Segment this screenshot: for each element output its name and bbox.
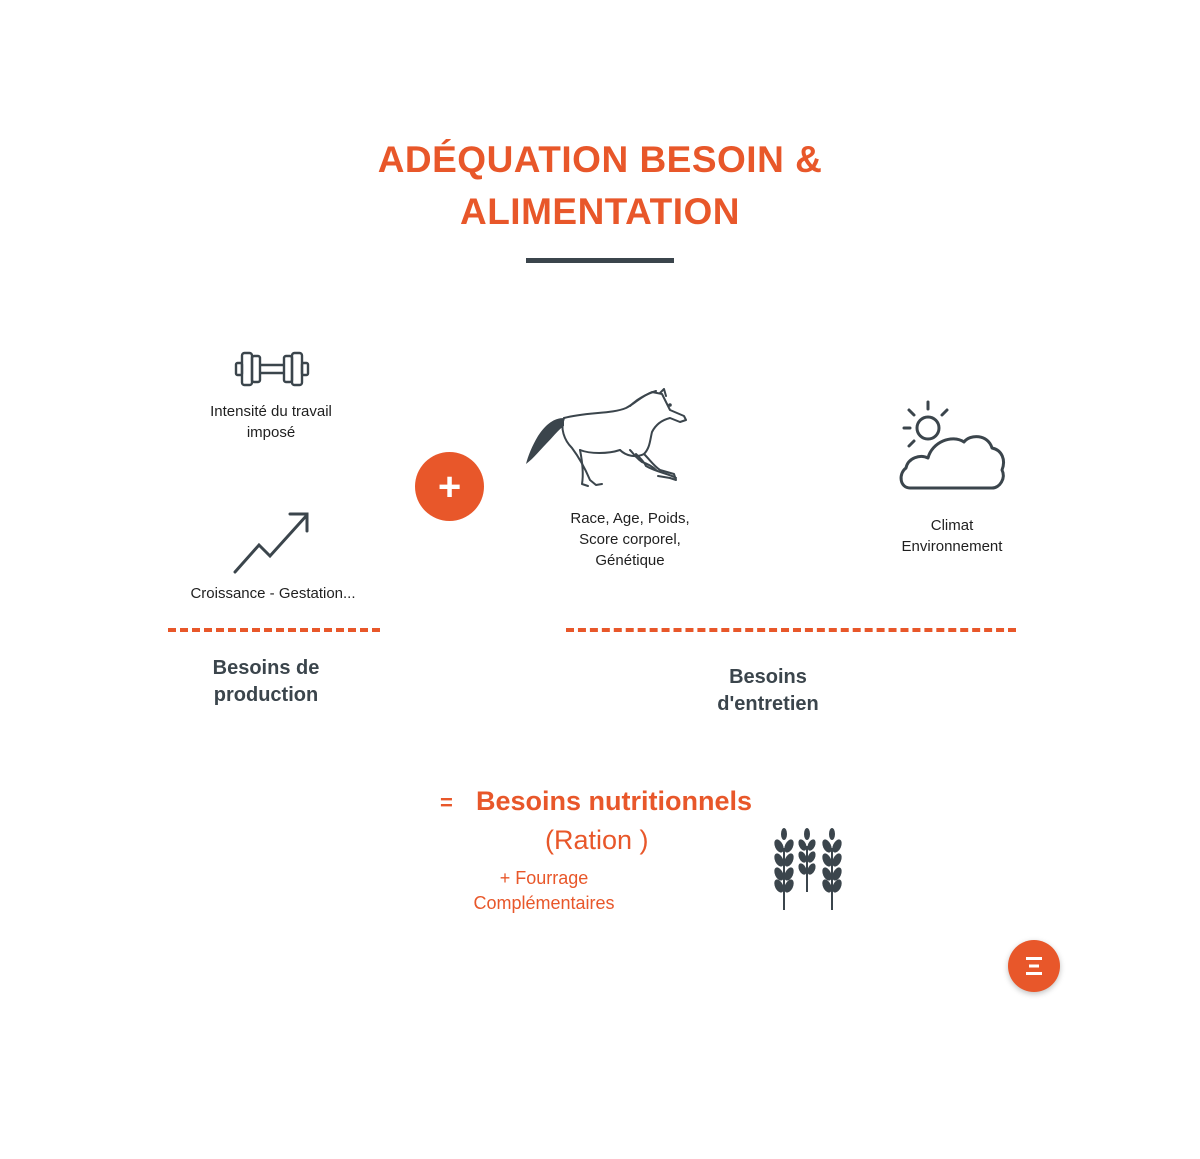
page-title-line2: ALIMENTATION (459, 191, 741, 232)
result-subtitle: (Ration ) (545, 825, 649, 855)
result-title: Besoins nutritionnels (476, 786, 753, 816)
dumbbell-icon (234, 348, 310, 390)
wheat-icon (770, 828, 848, 912)
maintenance-heading: Besoins d'entretien (717, 666, 819, 715)
growth-gestation-label: Croissance - Gestation... (190, 585, 356, 602)
menu-icon (1024, 955, 1044, 977)
sun-cloud-icon (896, 398, 1008, 494)
production-heading: Besoins de production (212, 657, 320, 706)
forage-supplements-label: + Fourrage Complémentaires (473, 868, 615, 913)
equals-sign: = (440, 790, 453, 815)
plus-operator: + (415, 452, 484, 521)
climate-label: Climat Environnement (901, 517, 1003, 555)
title-underline (526, 258, 674, 263)
production-divider (168, 628, 380, 632)
trend-up-arrow-icon (232, 510, 312, 576)
horse-factors-label: Race, Age, Poids, Score corporel, Génétique (570, 510, 690, 569)
menu-button[interactable] (1008, 940, 1060, 992)
work-intensity-label: Intensité du travail imposé (210, 403, 332, 441)
maintenance-divider (566, 628, 1016, 632)
horse-icon (524, 388, 690, 490)
page-title (300, 134, 900, 238)
page-title-line1: ADÉQUATION BESOIN & (377, 139, 823, 180)
